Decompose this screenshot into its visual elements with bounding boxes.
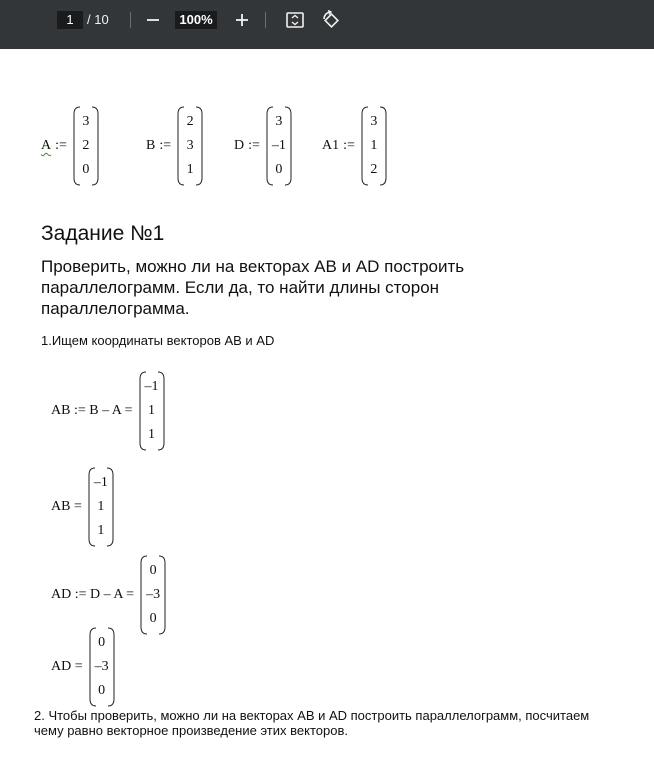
definition-operator: := bbox=[55, 138, 67, 153]
vector-component: 1 bbox=[97, 523, 105, 538]
vector-component: 1 bbox=[370, 138, 378, 153]
zoom-level-input[interactable]: 100% bbox=[175, 11, 217, 29]
vector-matrix bbox=[89, 627, 115, 707]
vector-component: 3 bbox=[275, 114, 283, 129]
fit-page-icon bbox=[286, 12, 304, 28]
vector-matrix bbox=[140, 555, 166, 635]
definition-b bbox=[146, 106, 203, 186]
calc-ad-result bbox=[51, 627, 115, 707]
pdf-toolbar bbox=[0, 0, 654, 49]
definition-operator: := bbox=[248, 138, 260, 153]
fit-to-page-button[interactable] bbox=[283, 8, 307, 32]
definition-operator: := bbox=[343, 138, 355, 153]
calc-expression: AD := D – A = bbox=[51, 587, 135, 602]
vector-component: 0 bbox=[275, 162, 283, 177]
toolbar-divider bbox=[265, 12, 266, 28]
vector-component: 2 bbox=[370, 162, 378, 177]
calc-expression: AB := B – A = bbox=[51, 403, 133, 418]
vector-component: –1 bbox=[144, 379, 159, 394]
step-2-text: 2. Чтобы проверить, можно ли на векторах AB и AD построить параллелограмм, посчитаем чему равно векторное произведение этих векторов. bbox=[34, 708, 590, 738]
vector-component: 1 bbox=[97, 499, 105, 514]
vector-component: 0 bbox=[98, 635, 106, 650]
vector-component: 0 bbox=[149, 611, 157, 626]
vector-component: 1 bbox=[148, 427, 156, 442]
vector-matrix bbox=[73, 106, 99, 186]
step-1-text: 1.Ищем координаты векторов AB и AD bbox=[41, 333, 275, 348]
definition-name: A bbox=[41, 138, 52, 153]
calc-expression: AD = bbox=[51, 659, 83, 674]
vector-matrix bbox=[266, 106, 292, 186]
vector-component: 1 bbox=[148, 403, 156, 418]
minus-icon bbox=[146, 13, 160, 27]
vector-component: 2 bbox=[186, 114, 194, 129]
definition-name: A1 bbox=[322, 138, 340, 153]
calc-ad-assign bbox=[51, 555, 166, 635]
vector-matrix bbox=[361, 106, 387, 186]
zoom-in-button[interactable] bbox=[230, 8, 254, 32]
page-number-input[interactable]: 1 bbox=[57, 11, 83, 29]
vector-matrix bbox=[139, 371, 165, 451]
vector-component: 2 bbox=[82, 138, 90, 153]
vector-component: 1 bbox=[186, 162, 194, 177]
plus-icon bbox=[235, 13, 249, 27]
definition-operator: := bbox=[159, 138, 172, 153]
task-description: Проверить, можно ли на векторах AB и AD построить параллелограмм. Если да, то найти длины сторон параллелограмма. bbox=[41, 257, 465, 318]
vector-matrix bbox=[177, 106, 203, 186]
vector-component: 0 bbox=[82, 162, 90, 177]
vector-component: 0 bbox=[149, 563, 157, 578]
vector-matrix bbox=[88, 467, 114, 547]
definition-d bbox=[234, 106, 292, 186]
vector-component: 3 bbox=[82, 114, 90, 129]
rotate-button[interactable] bbox=[319, 8, 343, 32]
zoom-out-button[interactable] bbox=[141, 8, 165, 32]
vector-component: –3 bbox=[146, 587, 161, 602]
vector-component: 3 bbox=[370, 114, 378, 129]
definition-name: B bbox=[146, 138, 156, 153]
definition-a bbox=[41, 106, 99, 186]
page-total-label: / 10 bbox=[87, 12, 109, 27]
vector-component: –1 bbox=[93, 475, 108, 490]
definition-name: D bbox=[234, 138, 245, 153]
calc-ab-result bbox=[51, 467, 114, 547]
vector-component: –3 bbox=[94, 659, 109, 674]
vector-component: 0 bbox=[98, 683, 106, 698]
toolbar-divider bbox=[130, 12, 131, 28]
task-heading: Задание №1 bbox=[41, 222, 165, 245]
vector-component: –1 bbox=[271, 138, 286, 153]
vector-component: 3 bbox=[186, 138, 194, 153]
definition-a1 bbox=[322, 106, 387, 186]
rotate-icon bbox=[321, 10, 341, 30]
calc-ab-assign bbox=[51, 371, 165, 451]
calc-expression: AB = bbox=[51, 499, 82, 514]
